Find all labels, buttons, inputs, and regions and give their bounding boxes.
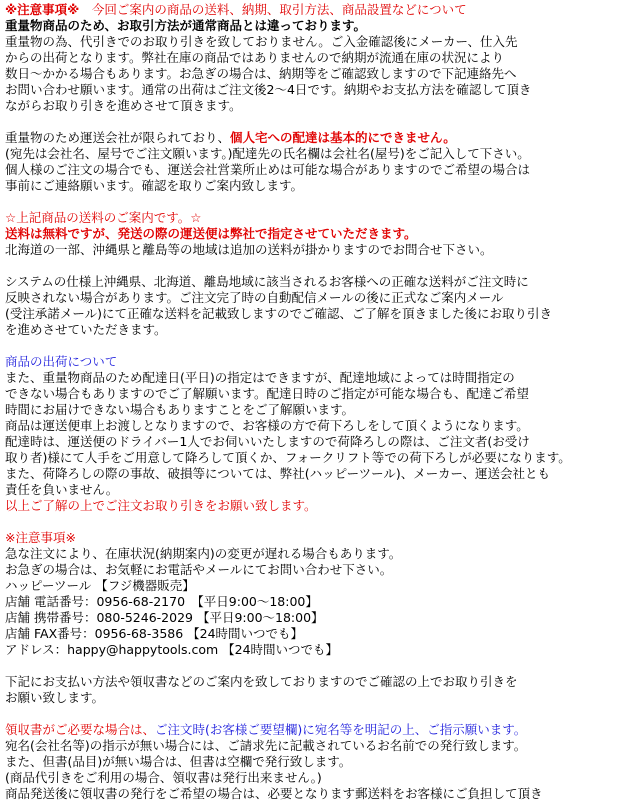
- delivery-line: 個人様のご注文の場合でも、運送会社営業所止めは可能な場合がありますのでご希望の場合は: [5, 162, 531, 177]
- notice-line: からの出荷となります。弊社在庫の商品ではありませんので納期が流通在庫の状況により: [5, 50, 505, 65]
- notice-heading-text: 今回ご案内の商品の送料、納期、取引方法、商品設置などについて: [79, 2, 467, 17]
- delivery-first-text: 重量物のため運送会社が限られており、: [5, 130, 231, 145]
- caution-heading: ※注意事項※: [5, 530, 76, 545]
- dispatch-line: 責任を負いません。: [5, 482, 119, 497]
- notice-heading: [5, 2, 629, 18]
- receipt-first-line: [5, 722, 629, 738]
- caution-line: 急な注文により、在庫状況(納期案内)の変更が遅れる場合もあります。: [5, 546, 402, 561]
- delivery-first-line: [5, 130, 629, 146]
- delivery-line: (宛先は会社名、屋号でご注文願います。)配達先の氏名欄は会社名(屋号)をご記入して下さい。: [5, 146, 530, 161]
- dispatch-heading: 商品の出荷について: [5, 354, 118, 369]
- notice-line: 数日〜かかる場合もあります。お急ぎの場合は、納期等をご確認致しますので下記連絡先へ: [5, 66, 517, 81]
- shipping-free-notice: 送料は無料ですが、発送の際の運送便は弊社で指定させていただきます。: [5, 226, 417, 241]
- notice-line: ながらお取り引きを進めさせて頂きます。: [5, 98, 242, 113]
- notice-document: [5, 2, 629, 802]
- receipt-lead: 領収書がご必要な場合は、: [5, 722, 156, 737]
- delivery-warning: 個人宅への配達は基本的にできません。: [230, 130, 456, 145]
- contact-fax: 店舗 FAX番号：0956-68-3586 【24時間いつでも】: [5, 626, 304, 641]
- contact-mobile: 店舗 携帯番号：080-5246-2029 【平日9:00〜18:00】: [5, 610, 324, 625]
- payment-line: お願い致します。: [5, 690, 105, 705]
- system-line: を進めさせていただきます。: [5, 322, 167, 337]
- contact-phone: 店舗 電話番号：0956-68-2170 【平日9:00〜18:00】: [5, 594, 318, 609]
- system-line: (受注承諾メール)にて正確な送料を記載致しますのでご確認、ご了解を頂きました後にお取り引き: [5, 306, 553, 321]
- system-line: 反映されない場合があります。ご注文完了時の自動配信メールの後に正式なご案内メール: [5, 290, 504, 305]
- payment-line: 下記にお支払い方法や領収書などのご案内を致しておりますのでご確認の上でお取り引きを: [5, 674, 518, 689]
- notice-heading-mark: ※注意事項※: [5, 2, 80, 17]
- dispatch-line: また、荷降ろしの際の事故、破損等については、弊社(ハッピーツール)、メーカー、運送会社とも: [5, 466, 551, 481]
- dispatch-line: 配達時は、運送便のドライバー1人でお伺いいたしますので荷降ろしの際は、ご注文者(お受け: [5, 434, 530, 449]
- delivery-line: 事前にご連絡願います。確認を取りご案内致します。: [5, 178, 304, 193]
- system-line: システムの仕様上沖縄県、北海道、離島地域に該当されるお客様への正確な送料がご注文時に: [5, 274, 529, 289]
- caution-line: お急ぎの場合は、お気軽にお電話やメールにてお問い合わせ下さい。: [5, 562, 393, 577]
- dispatch-line: 取り者)様にて人手をご用意して降ろして頂くか、フォークリフト等での荷下ろしが必要になります。: [5, 450, 571, 465]
- notice-line: 重量物の為、代引きでのお取り引きを致しておりません。ご入金確認後にメーカー、仕入先: [5, 34, 518, 49]
- receipt-line: 宛名(会社名等)の指示が無い場合には、ご請求先に記載されているお名前での発行致します。: [5, 738, 527, 753]
- notice-line: お問い合わせ願います。通常の出荷はご注文後2〜4日です。納期やお支払方法を確認して頂き: [5, 82, 532, 97]
- contact-email: アドレス：happy@happytools.com 【24時間いつでも】: [5, 642, 339, 657]
- dispatch-closing: 以上ご了解の上でご注文お取り引きをお願い致します。: [5, 498, 317, 513]
- shipping-line: 北海道の一部、沖縄県と離島等の地域は追加の送料が掛かりますのでお問合せ下さい。: [5, 242, 493, 257]
- receipt-line: また、但書(品目)が無い場合は、但書は空欄で発行致します。: [5, 754, 352, 769]
- shipping-heading: ☆上記商品の送料のご案内です。☆: [5, 210, 202, 225]
- receipt-instruction: ご注文時(お客様ご要望欄)に宛名等を明記の上、ご指示願います。: [155, 722, 527, 737]
- dispatch-line: 商品は運送便車上お渡しとなりますので、お客様の方で荷下ろしをして頂くようになります。: [5, 418, 529, 433]
- dispatch-line: 時間にお届けできない場合もありますことをご了解願います。: [5, 402, 355, 417]
- receipt-line: 商品発送後に領収書の発行をご希望の場合は、必要となります郵送料をお客様にご負担して頂き: [5, 786, 543, 801]
- dispatch-line: また、重量物商品のため配達日(平日)の指定はできますが、配達地域によっては時間指定の: [5, 370, 515, 385]
- notice-bold-line: 重量物商品のため、お取引方法が通常商品とは違っております。: [5, 18, 367, 33]
- contact-shop-name: ハッピーツール 【フジ機器販売】: [5, 578, 195, 593]
- dispatch-line: できない場合もありますのでご了解願います。配達日時のご指定が可能な場合も、配達ご希望: [5, 386, 530, 401]
- receipt-line: (商品代引きをご利用の場合、領収書は発行出来ません。): [5, 770, 322, 785]
